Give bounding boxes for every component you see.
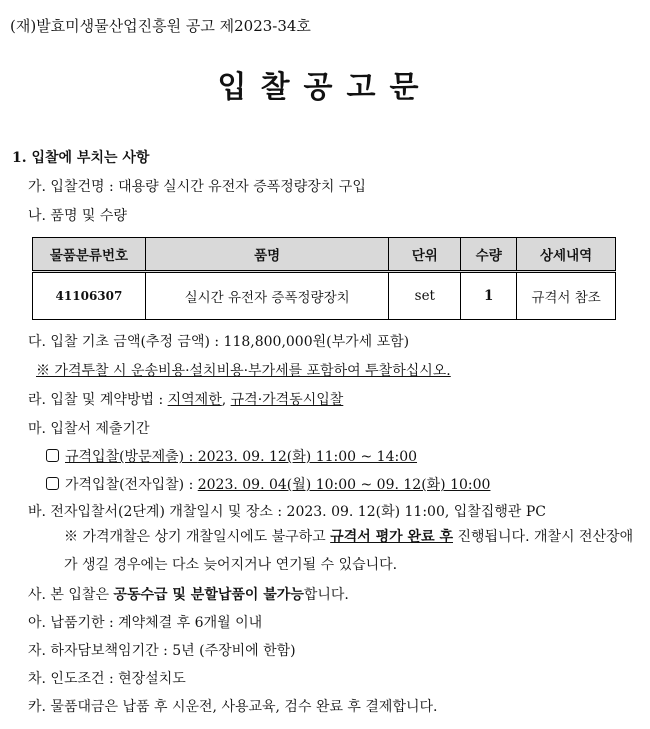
item-bid-name: 가. 입찰건명 : 대용량 실시간 유전자 증폭정량장치 구입 [28, 179, 366, 195]
contract-region: 지역제한 [167, 392, 222, 408]
item-product-quantity: 나. 품명 및 수량 [28, 208, 127, 224]
checkbox-icon[interactable] [46, 449, 59, 462]
joint-bid-post: 합니다. [303, 587, 349, 603]
item-payment: 카. 물품대금은 납품 후 시운전, 사용교육, 검수 완료 후 결제합니다. [28, 699, 438, 715]
contract-separator: , [221, 392, 231, 408]
table-header: 물품분류번호 [33, 238, 146, 272]
table-cell: 실시간 유전자 증폭정량장치 [145, 272, 388, 320]
spec-bid-option [46, 446, 417, 466]
note-opening [46, 523, 636, 579]
note-opening-pre: ※ 가격개찰은 상기 개찰일시에도 불구하고 [64, 529, 331, 545]
item-contract-method [28, 389, 343, 409]
table-cell: 1 [461, 272, 517, 320]
note-opening-bold: 규격서 평가 완료 후 [330, 529, 453, 545]
joint-bid-pre: 사. 본 입찰은 [28, 587, 114, 603]
note-bid-price: ※ 가격투찰 시 운송비용·설치비용·부가세를 포함하여 투찰하십시오. [36, 363, 451, 379]
table-header: 품명 [145, 238, 388, 272]
contract-method-label: 라. 입찰 및 계약방법 : [28, 392, 168, 408]
note-opening-post: 진행됩니다. 개찰시 전산장애가 생길 경우에는 다소 늦어지거나 연기될 수 있습니다. [64, 529, 634, 573]
item-warranty: 자. 하자담보책임기간 : 5년 (주장비에 한함) [28, 643, 296, 659]
item-delivery-terms: 차. 인도조건 : 현장설치도 [28, 671, 186, 687]
joint-bid-bold: 공동수급 및 분할납품이 불가능 [113, 587, 304, 603]
section-heading: 1. 입찰에 부치는 사항 [12, 150, 150, 166]
notice-number: (재)발효미생물산업진흥원 공고 제2023-34호 [10, 17, 311, 35]
price-bid-period: 2023. 09. 04(월) 10:00 ~ 09. 12(화) 10:00 [197, 477, 491, 493]
contract-method: 규격·가격동시입찰 [230, 392, 344, 408]
table-header: 상세내역 [517, 238, 616, 272]
table-cell: 41106307 [33, 272, 146, 320]
item-delivery-deadline: 아. 납품기한 : 계약체결 후 6개월 이내 [28, 615, 263, 631]
item-opening-date: 바. 전자입찰서(2단계) 개찰일시 및 장소 : 2023. 09. 12(화) 11:00, 입찰집행관 PC [28, 504, 546, 520]
product-table [32, 237, 616, 320]
spec-bid-period: 2023. 09. 12(화) 11:00 ~ 14:00 [197, 449, 418, 465]
price-bid-option [46, 474, 490, 494]
price-bid-label: 가격입찰(전자입찰) : [65, 477, 198, 493]
table-header: 수량 [461, 238, 517, 272]
item-joint-bid [28, 584, 349, 604]
table-cell: set [389, 272, 461, 320]
spec-bid-label: 규격입찰(방문제출) : [65, 449, 198, 465]
table-header: 단위 [389, 238, 461, 272]
checkbox-icon[interactable] [46, 477, 59, 490]
page-title: 입찰공고문 [217, 70, 433, 105]
item-base-amount: 다. 입찰 기초 금액(추정 금액) : 118,800,000원(부가세 포함) [28, 334, 410, 350]
table-header-row [33, 238, 616, 272]
table-cell: 규격서 참조 [517, 272, 616, 320]
item-submission-period: 마. 입찰서 제출기간 [28, 421, 150, 437]
table-row [33, 272, 616, 320]
